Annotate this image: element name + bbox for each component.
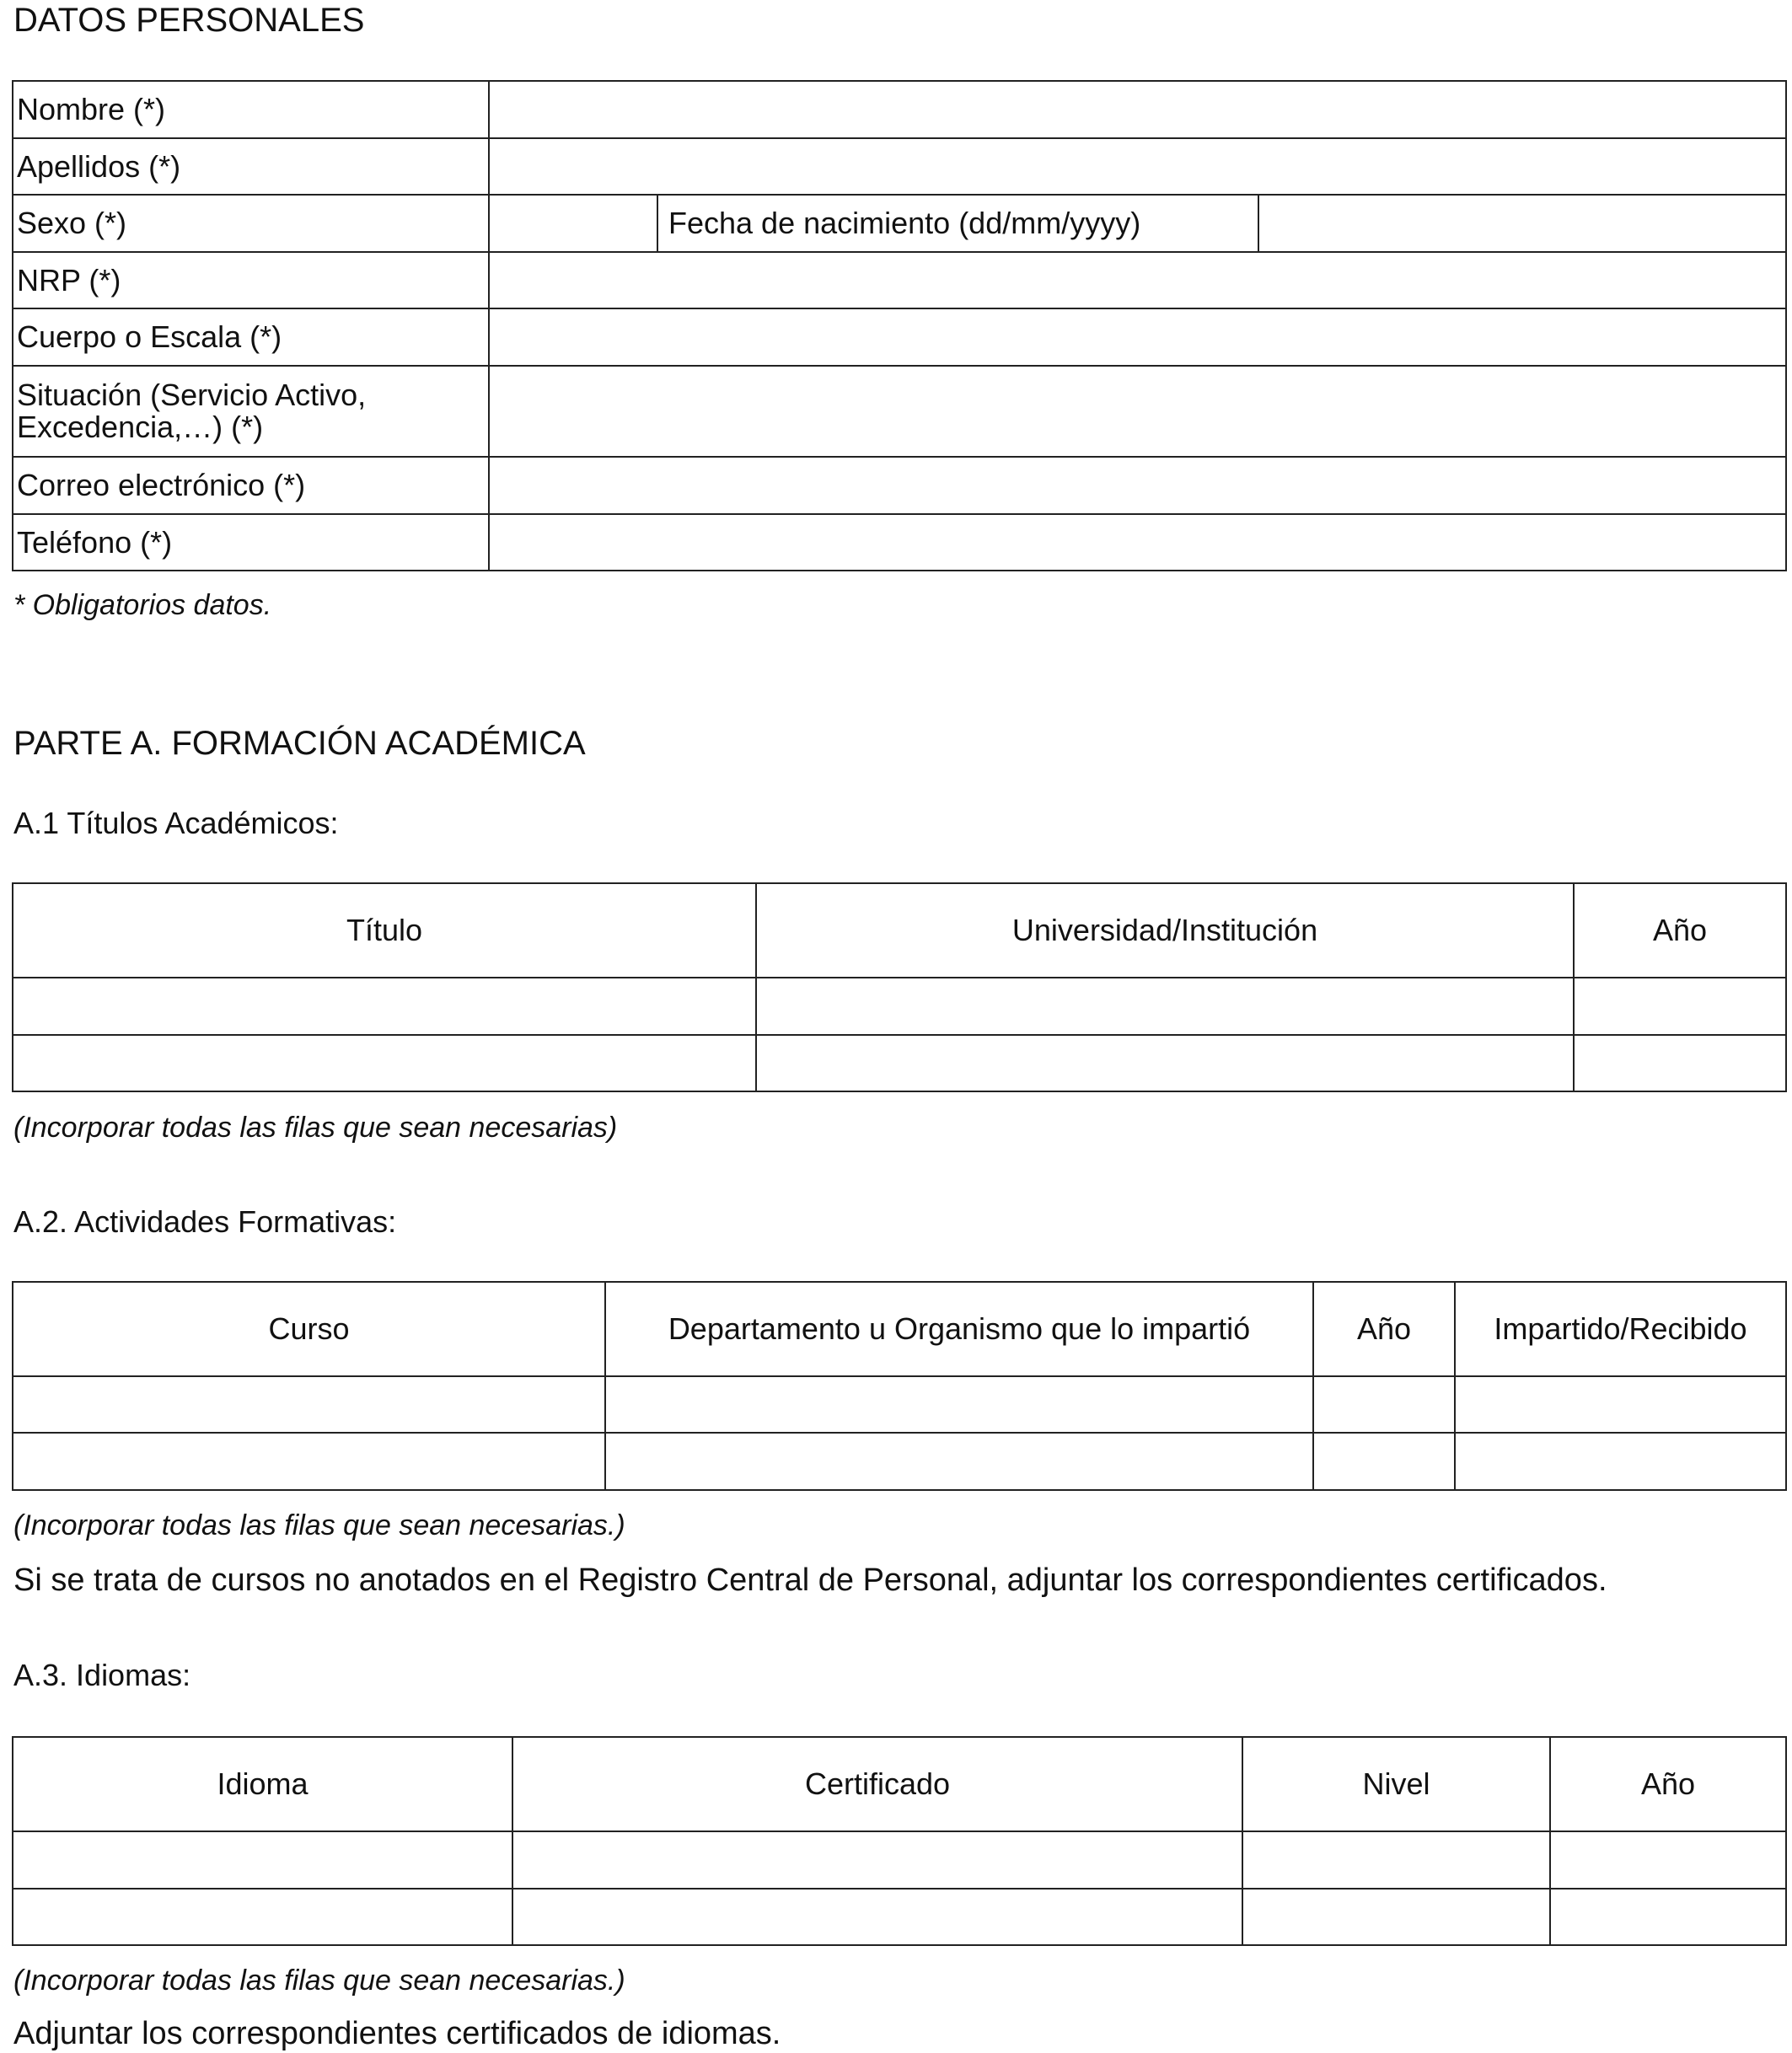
idiomas-header-certificado: Certificado [512,1737,1242,1831]
titulo-cell[interactable] [13,978,756,1035]
actividades-header-ano: Año [1313,1282,1455,1376]
row-situacion [13,366,1786,457]
a3-title: A.3. Idiomas: [13,1658,191,1692]
idiomas-table [12,1736,1787,1946]
label-situacion-line1: Situación (Servicio Activo, [17,378,367,412]
label-nrp: NRP (*) [13,252,489,308]
label-situacion [13,366,489,457]
actividades-header-curso: Curso [13,1282,605,1376]
nivel-cell[interactable] [1242,1889,1550,1945]
idiomas-header-nivel: Nivel [1242,1737,1550,1831]
actividades-header-impartido: Impartido/Recibido [1455,1282,1786,1376]
label-fecha-nacimiento: Fecha de nacimiento (dd/mm/yyyy) [657,195,1258,252]
titulos-header-titulo: Título [13,883,756,978]
departamento-cell[interactable] [605,1433,1313,1490]
sexo-input[interactable] [489,195,657,252]
table-row [13,1831,1786,1889]
titulo-cell[interactable] [13,1035,756,1091]
a3-instruction: Adjuntar los correspondientes certificados de idiomas. [13,2016,781,2051]
a2-instruction: Si se trata de cursos no anotados en el Registro Central de Personal, adjuntar los correspondientes certificados. [13,1563,1607,1598]
a2-note: (Incorporar todas las filas que sean necesarias.) [13,1509,625,1541]
table-row [13,1035,1786,1091]
idioma-cell[interactable] [13,1831,512,1889]
idiomas-header-idioma: Idioma [13,1737,512,1831]
titulos-table [12,882,1787,1092]
impartido-cell[interactable] [1455,1376,1786,1433]
table-row [13,1433,1786,1490]
ano-cell[interactable] [1313,1376,1455,1433]
telefono-input[interactable] [489,514,1786,571]
impartido-cell[interactable] [1455,1433,1786,1490]
datos-personales-title: DATOS PERSONALES [13,2,365,39]
parte-a-title: PARTE A. FORMACIÓN ACADÉMICA [13,725,586,762]
certificado-cell[interactable] [512,1831,1242,1889]
titulos-header-ano: Año [1574,883,1786,978]
universidad-cell[interactable] [756,978,1574,1035]
certificado-cell[interactable] [512,1889,1242,1945]
obligatorios-note: * Obligatorios datos. [13,589,272,621]
idiomas-header-row [13,1737,1786,1831]
a3-note: (Incorporar todas las filas que sean necesarias.) [13,1965,625,1997]
curso-cell[interactable] [13,1433,605,1490]
titulos-header-row [13,883,1786,978]
label-sexo: Sexo (*) [13,195,489,252]
a1-title: A.1 Títulos Académicos: [13,806,339,840]
nrp-input[interactable] [489,252,1786,308]
a1-note: (Incorporar todas las filas que sean necesarias) [13,1112,618,1144]
row-sexo [13,195,1786,252]
row-nombre [13,81,1786,138]
label-situacion-line2: Excedencia,…) (*) [17,410,264,444]
row-cuerpo [13,308,1786,366]
departamento-cell[interactable] [605,1376,1313,1433]
label-correo: Correo electrónico (*) [13,457,489,514]
actividades-table [12,1281,1787,1491]
cuerpo-input[interactable] [489,308,1786,366]
nivel-cell[interactable] [1242,1831,1550,1889]
idioma-cell[interactable] [13,1889,512,1945]
actividades-header-row [13,1282,1786,1376]
actividades-header-departamento: Departamento u Organismo que lo impartió [605,1282,1313,1376]
row-apellidos [13,138,1786,195]
universidad-cell[interactable] [756,1035,1574,1091]
row-telefono [13,514,1786,571]
label-nombre: Nombre (*) [13,81,489,138]
ano-cell[interactable] [1313,1433,1455,1490]
situacion-input[interactable] [489,366,1786,457]
a2-title: A.2. Actividades Formativas: [13,1204,397,1239]
table-row [13,1376,1786,1433]
ano-cell[interactable] [1574,978,1786,1035]
curso-cell[interactable] [13,1376,605,1433]
row-correo [13,457,1786,514]
label-telefono: Teléfono (*) [13,514,489,571]
titulos-header-universidad: Universidad/Institución [756,883,1574,978]
ano-cell[interactable] [1550,1831,1786,1889]
label-apellidos: Apellidos (*) [13,138,489,195]
ano-cell[interactable] [1550,1889,1786,1945]
table-row [13,978,1786,1035]
idiomas-header-ano: Año [1550,1737,1786,1831]
table-row [13,1889,1786,1945]
personal-data-table [12,80,1787,571]
fecha-nacimiento-input[interactable] [1258,195,1786,252]
ano-cell[interactable] [1574,1035,1786,1091]
correo-input[interactable] [489,457,1786,514]
label-cuerpo: Cuerpo o Escala (*) [13,308,489,366]
apellidos-input[interactable] [489,138,1786,195]
row-nrp [13,252,1786,308]
nombre-input[interactable] [489,81,1786,138]
